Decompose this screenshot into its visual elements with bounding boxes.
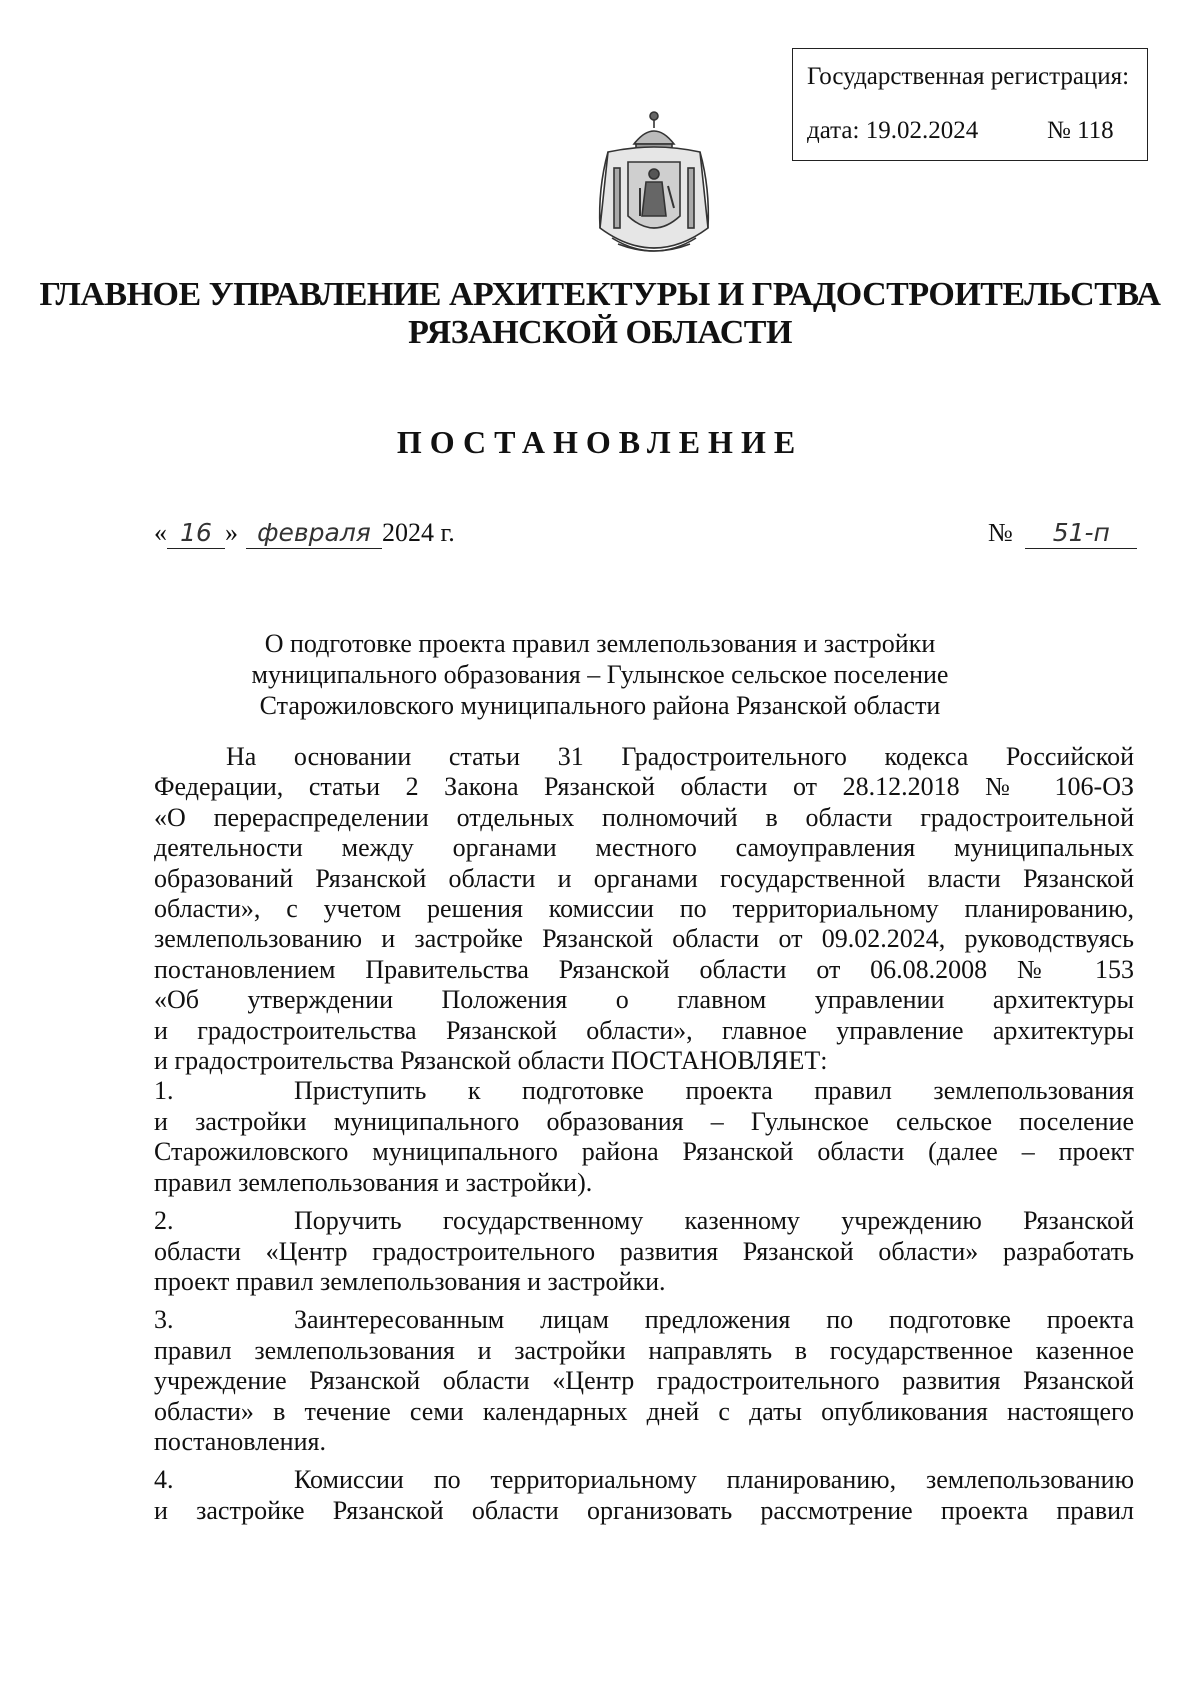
date-month: февраля <box>246 518 382 549</box>
preamble-line: «Об утверждении Положения о главном управлении архитектуры <box>154 985 1134 1015</box>
item-number: 2. <box>154 1206 174 1236</box>
item-spacer <box>154 1297 1134 1305</box>
preamble-line: и градостроительства Рязанской области ПОСТАНОВЛЯЕТ: <box>154 1046 828 1076</box>
item-line <box>154 1076 1134 1106</box>
item-spacer <box>154 1198 1134 1206</box>
item-number: 1. <box>154 1076 174 1106</box>
item-line: и застройке Рязанской области организовать рассмотрение проекта правил <box>154 1495 1134 1525</box>
ryazan-coat-of-arms-icon <box>578 108 730 270</box>
preamble-line: и градостроительства Рязанской области», главное управление архитектуры <box>154 1015 1134 1045</box>
item-line: области «Центр градостроительного развития Рязанской области» разработать <box>154 1236 1134 1266</box>
date-year: 2024 г. <box>382 518 455 547</box>
date-close-quote: » <box>225 518 238 547</box>
preamble-line: «О перераспределении отдельных полномочий в области градостроительной <box>154 802 1134 832</box>
document-body <box>154 742 1134 1526</box>
item-line: области» в течение семи календарных дней с даты опубликования настоящего <box>154 1396 1134 1426</box>
registration-number: № 118 <box>1047 117 1114 144</box>
subject-line1: О подготовке проекта правил землепользования и застройки <box>264 629 936 658</box>
item-text: Комиссии по территориальному планированию, землепользованию <box>294 1465 1134 1495</box>
item-line <box>154 1305 1134 1335</box>
document-subject <box>0 628 1200 721</box>
preamble-line: На основании статьи 31 Градостроительного кодекса Российской <box>226 742 1134 771</box>
item-line: проект правил землепользования и застройки. <box>154 1266 666 1296</box>
agency-name-line1: ГЛАВНОЕ УПРАВЛЕНИЕ АРХИТЕКТУРЫ И ГРАДОСТРОИТЕЛЬСТВА <box>39 276 1161 313</box>
document-number <box>988 518 1137 549</box>
item-line <box>154 1206 1134 1236</box>
item-number: 3. <box>154 1305 174 1335</box>
agency-name <box>0 276 1200 352</box>
item-line <box>154 1465 1134 1495</box>
item-number: 4. <box>154 1465 174 1495</box>
item-spacer <box>154 1457 1134 1465</box>
document-type: ПОСТАНОВЛЕНИЕ <box>396 424 804 460</box>
item-text: Заинтересованным лицам предложения по подготовке проекта <box>294 1305 1134 1335</box>
item-line: правил землепользования и застройки направлять в государственное казенное <box>154 1335 1134 1365</box>
registration-title: Государственная регистрация: <box>807 63 1130 90</box>
preamble-line: постановлением Правительства Рязанской области от 06.08.2008 № 153 <box>154 954 1134 984</box>
agency-name-line2: РЯЗАНСКОЙ ОБЛАСТИ <box>408 314 792 351</box>
date-open-quote: « <box>154 518 167 547</box>
preamble-line: образований Рязанской области и органами государственной власти Рязанской <box>154 863 1134 893</box>
date-day: 16 <box>167 518 225 549</box>
item-text: Приступить к подготовке проекта правил землепользования <box>294 1076 1134 1106</box>
preamble-line: области», с учетом решения комиссии по территориальному планированию, <box>154 894 1134 924</box>
preamble-line: деятельности между органами местного самоуправления муниципальных <box>154 833 1134 863</box>
subject-line2: муниципального образования – Гулынское сельское поселение <box>251 660 949 689</box>
registration-stamp <box>792 48 1148 161</box>
item-line: постановления. <box>154 1426 326 1456</box>
number-label: № <box>988 518 1013 547</box>
item-text: Поручить государственному казенному учреждению Рязанской <box>294 1206 1134 1236</box>
item-line: учреждение Рязанской области «Центр градостроительного развития Рязанской <box>154 1366 1134 1396</box>
registration-date: дата: 19.02.2024 <box>807 117 979 144</box>
subject-line3: Старожиловского муниципального района Рязанской области <box>259 691 941 720</box>
item-line: Старожиловского муниципального района Рязанской области (далее – проект <box>154 1137 1134 1167</box>
number-value: 51-п <box>1025 518 1137 549</box>
item-line: и застройки муниципального образования – Гулынское сельское поселение <box>154 1106 1134 1136</box>
preamble-line: землепользованию и застройке Рязанской области от 09.02.2024, руководствуясь <box>154 924 1134 954</box>
item-line: правил землепользования и застройки). <box>154 1167 593 1197</box>
preamble-line: Федерации, статьи 2 Закона Рязанской области от 28.12.2018 № 106-ОЗ <box>154 772 1134 802</box>
document-date <box>154 518 455 549</box>
